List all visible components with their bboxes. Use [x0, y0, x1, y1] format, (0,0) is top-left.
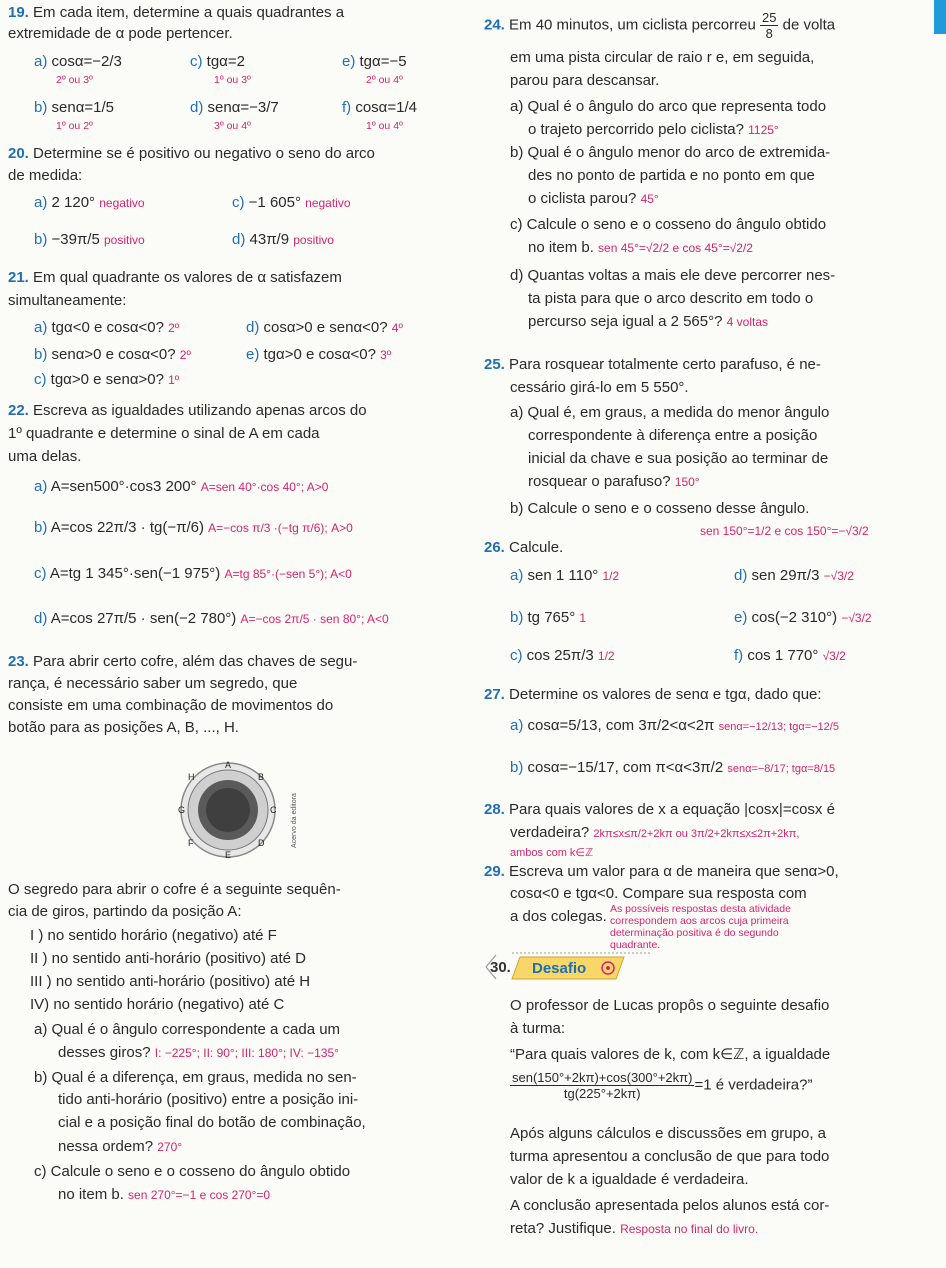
q19-statement-2: extremidade de α pode pertencer.: [8, 25, 233, 42]
q25-a-2: correspondente à diferença entre a posição: [528, 427, 818, 444]
q25-a: a) Qual é, em graus, a medida do menor ângulo: [510, 404, 830, 421]
q19-b-answer: 1º ou 2º: [56, 120, 93, 132]
image-credit: Acervo da editora: [291, 793, 298, 848]
q29-answer-2: correspondem aos arcos cuja primeira: [610, 915, 789, 927]
q23-c-2: no item b. sen 270°=−1 e cos 270°=0: [58, 1186, 271, 1203]
q24-b-3: o ciclista parou? 45°: [528, 190, 659, 207]
q19-d: d) senα=−3/7: [190, 99, 279, 116]
q19-c-answer: 1º ou 3º: [214, 74, 251, 86]
q29-statement-3: a dos colegas.: [510, 908, 607, 925]
dial-label-f: F: [188, 838, 194, 848]
q23-statement-4: botão para as posições A, B, ..., H.: [8, 719, 239, 736]
q27-b: b) cosα=−15/17, com π<α<3π/2 senα=−8/17; tgα=8/15: [510, 759, 836, 776]
q26-b: b) tg 765° 1: [510, 609, 587, 626]
q20-b: b) −39π/5 positivo: [34, 231, 145, 248]
q19-b: b) senα=1/5: [34, 99, 114, 116]
q23-b: b) Qual é a diferença, em graus, medida no sen-: [34, 1069, 357, 1086]
dial-label-b: B: [258, 772, 265, 782]
safe-dial-figure: [160, 760, 300, 860]
q30-statement-5: turma apresentou a conclusão de que para todo: [510, 1148, 830, 1165]
q23-a-2: desses giros? I: −225°; II: 90°; III: 180°; IV: −135°: [58, 1044, 339, 1061]
q23-c: c) Calcule o seno e o cosseno do ângulo obtido: [34, 1163, 351, 1180]
q22-statement: 22. Escreva as igualdades utilizando apenas arcos do: [8, 402, 367, 419]
q30-number: 30.: [490, 959, 511, 976]
q23-a: a) Qual é o ângulo correspondente a cada um: [34, 1021, 341, 1038]
q22-c: c) A=tg 1 345°·sen(−1 975°) A=tg 85°·(−sen 5°); A<0: [34, 565, 352, 582]
q19-f: f) cosα=1/4: [342, 99, 417, 116]
q21-b: b) senα>0 e cosα<0? 2º: [34, 346, 191, 363]
q24-a-2: o trajeto percorrido pelo ciclista? 1125°: [528, 121, 779, 138]
q29-answer-1: As possíveis respostas desta atividade: [610, 903, 791, 915]
q26-statement: 26. Calcule.: [484, 539, 564, 556]
q22-statement-2: 1º quadrante e determine o sinal de A em cada: [8, 425, 320, 442]
q19-e: e) tgα=−5: [342, 53, 407, 70]
q29-statement-2: cosα<0 e tgα<0. Compare sua resposta com: [510, 885, 807, 902]
q27-a: a) cosα=5/13, com 3π/2<α<2π senα=−12/13; tgα=−12/5: [510, 717, 839, 734]
q24-c-2: no item b. sen 45°=√2/2 e cos 45°=√2/2: [528, 239, 753, 256]
q25-b-answer: sen 150°=1/2 e cos 150°=−√3/2: [700, 524, 869, 538]
dial-label-c: C: [270, 805, 277, 815]
q28-answer-2: ambos com k∈ℤ: [510, 847, 594, 859]
q30-equation: $\frac{\text{sen(150°+2kπ)+cos(300°+2kπ)}}{tg(225^\circ+2k\pi)}$ =1 é verdadeira?”: [512, 1070, 813, 1101]
q23-b-4: nessa ordem? 270°: [58, 1138, 183, 1155]
q23-step-1: I ) no sentido horário (negativo) até F: [30, 927, 277, 944]
q27-statement: 27. Determine os valores de senα e tgα, dado que:: [484, 686, 822, 703]
q24-d-2: ta pista para que o arco descrito em todo o: [528, 290, 814, 307]
q23-sequence-intro-2: cia de giros, partindo da posição A:: [8, 903, 242, 920]
q29-answer-4: quadrante.: [610, 939, 661, 951]
q22-statement-3: uma delas.: [8, 448, 82, 465]
q22-a: a) A=sen500°·cos3 200° A=sen 40°·cos 40°; A>0: [34, 478, 329, 495]
q26-a: a) sen 1 110° 1/2: [510, 567, 620, 584]
q24-statement-3: parou para descansar.: [510, 72, 660, 89]
q22-b: b) A=cos 22π/3 · tg(−π/6) A=−cos π/3 ·(−tg π/6); A>0: [34, 519, 353, 536]
q30-statement-8: reta? Justifique. Resposta no final do livro.: [510, 1220, 759, 1237]
q19-statement: 19. Em cada item, determine a quais quadrantes a: [8, 4, 345, 21]
q19-c: c) tgα=2: [190, 53, 245, 70]
q30-statement-3: “Para quais valores de k, com k∈ℤ, a igualdade: [510, 1046, 831, 1063]
q26-e: e) cos(−2 310°) −√3/2: [734, 609, 872, 626]
dial-knob-center: [206, 788, 250, 832]
q19-f-answer: 1º ou 4º: [366, 120, 403, 132]
q24-b-2: des no ponto de partida e no ponto em que: [528, 167, 815, 184]
q30-statement-4: Após alguns cálculos e discussões em grupo, a: [510, 1125, 827, 1142]
q19-a-answer: 2º ou 3º: [56, 74, 93, 86]
q30-statement-6: valor de k a igualdade é verdadeira.: [510, 1171, 749, 1188]
q20-d: d) 43π/9 positivo: [232, 231, 334, 248]
q25-a-3: inicial da chave e sua posição ao terminar de: [528, 450, 829, 467]
q23-step-4: IV) no sentido horário (negativo) até C: [30, 996, 285, 1013]
q24-statement-2: em uma pista circular de raio r e, em seguida,: [510, 49, 815, 66]
q20-statement: 20. Determine se é positivo ou negativo o seno do arco: [8, 145, 375, 162]
q21-statement: 21. Em qual quadrante os valores de α satisfazem: [8, 269, 342, 286]
q21-c: c) tgα>0 e senα>0? 1º: [34, 371, 180, 388]
q26-f: f) cos 1 770° √3/2: [734, 647, 846, 664]
q23-statement: 23. Para abrir certo cofre, além das chaves de segu-: [8, 653, 358, 670]
q25-a-4: rosquear o parafuso? 150°: [528, 473, 700, 490]
q20-c: c) −1 605° negativo: [232, 194, 351, 211]
q25-statement-2: cessário girá-lo em 5 550°.: [510, 379, 689, 396]
q21-statement-2: simultaneamente:: [8, 292, 127, 309]
q30-statement-7: A conclusão apresentada pelos alunos está cor-: [510, 1197, 830, 1214]
q24-b: b) Qual é o ângulo menor do arco de extremida-: [510, 144, 831, 161]
q29-statement: 29. Escreva um valor para α de maneira que senα>0,: [484, 863, 839, 880]
q21-e: e) tgα>0 e cosα<0? 3º: [246, 346, 392, 363]
q23-b-2: tido anti-horário (positivo) entre a posição ini-: [58, 1091, 359, 1108]
q26-d: d) sen 29π/3 −√3/2: [734, 567, 854, 584]
q26-c: c) cos 25π/3 1/2: [510, 647, 615, 664]
q30-statement-2: à turma:: [510, 1020, 566, 1037]
q20-statement-2: de medida:: [8, 167, 83, 184]
q24-d-3: percurso seja igual a 2 565°? 4 voltas: [528, 313, 768, 330]
q19-e-answer: 2º ou 4º: [366, 74, 403, 86]
desafio-label: Desafio: [532, 960, 587, 977]
q30-statement-1: O professor de Lucas propôs o seguinte desafio: [510, 997, 830, 1014]
chapter-tab: [934, 0, 946, 34]
dial-label-e: E: [225, 850, 232, 860]
q19-a: a) cosα=−2/3: [34, 53, 122, 70]
q25-b: b) Calcule o seno e o cosseno desse ângulo.: [510, 500, 810, 517]
q23-statement-2: rança, é necessário saber um segredo, que: [8, 675, 298, 692]
q21-d: d) cosα>0 e senα<0? 4º: [246, 319, 403, 336]
q24-a: a) Qual é o ângulo do arco que representa todo: [510, 98, 827, 115]
q28-statement: 28. Para quais valores de x a equação |cosx|=cosx é: [484, 801, 835, 818]
dial-label-a: A: [225, 760, 232, 770]
q23-step-3: III ) no sentido anti-horário (positivo) até H: [30, 973, 311, 990]
q29-answer-3: determinação positiva é do segundo: [610, 927, 779, 939]
q22-d: d) A=cos 27π/5 · sen(−2 780°) A=−cos 2π/5 · sen 80°; A<0: [34, 610, 389, 627]
q19-d-answer: 3º ou 4º: [214, 120, 251, 132]
q24-c: c) Calcule o seno e o cosseno do ângulo obtido: [510, 216, 827, 233]
q25-statement: 25. Para rosquear totalmente certo parafuso, é ne-: [484, 356, 821, 373]
q28-statement-2: verdadeira? 2kπ≤x≤π/2+2kπ ou 3π/2+2kπ≤x≤2π+2kπ,: [510, 824, 800, 841]
q23-statement-3: consiste em uma combinação de movimentos do: [8, 697, 334, 714]
q23-sequence-intro: O segredo para abrir o cofre é a seguinte sequên-: [8, 881, 341, 898]
q21-a: a) tgα<0 e cosα<0? 2º: [34, 319, 180, 336]
dial-label-h: H: [188, 772, 195, 782]
q23-b-3: cial e a posição final do botão de combinação,: [58, 1114, 366, 1131]
q24-statement: 24. Em 40 minutos, um ciclista percorreu $\frac{25}{8}$ de volta: [484, 10, 836, 41]
q23-step-2: II ) no sentido anti-horário (positivo) até D: [30, 950, 306, 967]
q20-a: a) 2 120° negativo: [34, 194, 145, 211]
dial-label-g: G: [178, 805, 186, 815]
q24-d: d) Quantas voltas a mais ele deve percorrer nes-: [510, 267, 836, 284]
dial-label-d: D: [258, 838, 265, 848]
